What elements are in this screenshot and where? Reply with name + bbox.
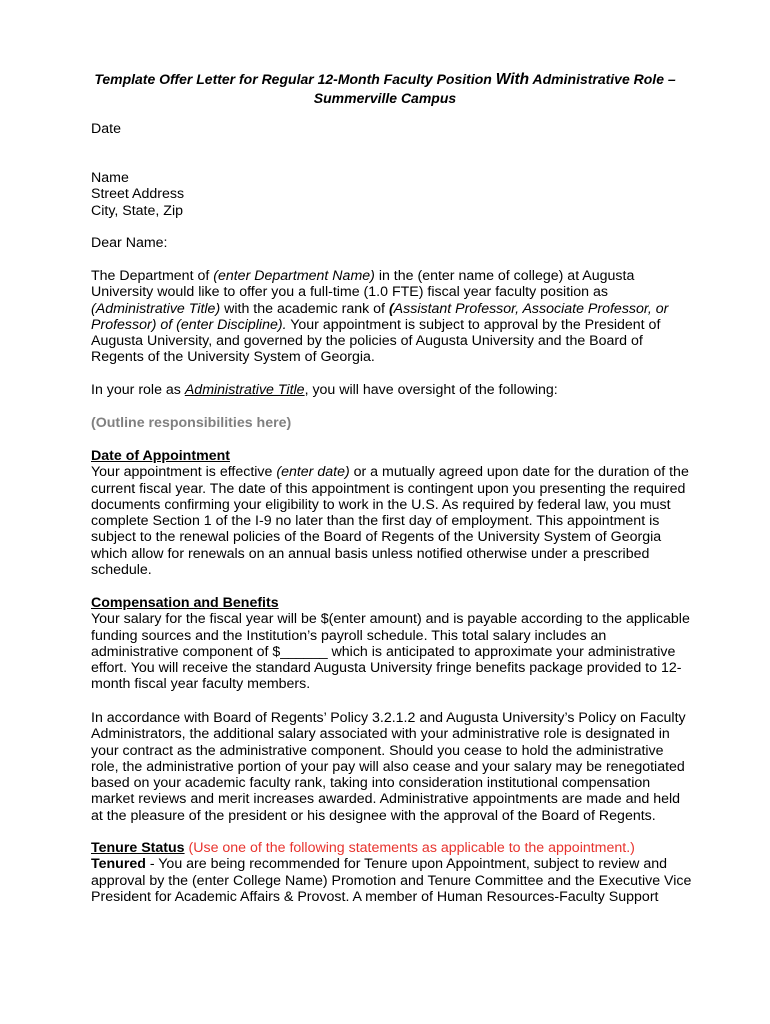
compensation-section <box>91 595 691 693</box>
role-paragraph <box>91 382 691 398</box>
document-title <box>60 70 710 107</box>
text: The Department of <box>91 268 214 284</box>
text: Your appointment is effective <box>91 464 277 481</box>
recipient-address <box>91 170 691 219</box>
tenure-line <box>91 856 691 872</box>
discipline-placeholder: Professor) of (enter Discipline). <box>91 316 287 333</box>
salutation-text: Dear Name: <box>91 235 168 251</box>
text: Your appointment is subject to approval by the President of <box>286 316 661 333</box>
appointment-section <box>91 448 691 578</box>
address-street: Street Address <box>91 186 185 203</box>
appointment-line <box>91 464 691 480</box>
intro-line <box>91 301 691 317</box>
department-placeholder: (enter Department Name) <box>213 268 375 284</box>
policy-line: In accordance with Board of Regents’ Policy 3.2.1.2 and Augusta University’s Policy on Faculty <box>91 710 686 726</box>
policy-line: market reviews and merit increases awarded. Administrative appointments are made and held <box>91 791 681 808</box>
title-line-2: Summerville Campus <box>313 90 457 106</box>
title-text-b: Administrative Role – <box>529 71 676 87</box>
section-heading: Date of Appointment <box>91 448 230 464</box>
tenure-line: President for Academic Affairs & Provost. A member of Human Resources-Faculty Support <box>91 888 659 905</box>
appointment-line: which allow for renewals on an annual basis unless notified otherwise under a prescribed <box>91 545 650 562</box>
appointment-line: documents confirming your eligibility to work in the U.S. As required by federal law, you must <box>91 496 671 513</box>
tenured-label: Tenured <box>91 856 146 873</box>
role-line <box>91 382 691 398</box>
text: , you will have oversight of the following: <box>304 382 558 398</box>
compensation-line: Your salary for the fiscal year will be $(enter amount) and is payable according to the applicable <box>91 611 690 628</box>
compensation-line: administrative component of $______ which is anticipated to approximate your administrative <box>91 643 676 660</box>
policy-line: your contract as the administrative component. Should you cease to hold the administrative <box>91 742 664 759</box>
outline-placeholder <box>91 415 691 431</box>
intro-paragraph <box>91 268 691 366</box>
intro-line: University would like to offer you a full-time (1.0 FTE) fiscal year faculty position as <box>91 284 608 301</box>
section-heading: Tenure Status <box>91 840 185 856</box>
admin-title-placeholder: (Administrative Title) <box>91 300 221 317</box>
policy-line: role, the administrative portion of your pay will also cease and your salary may be renegotiated <box>91 758 685 775</box>
admin-title-placeholder: Administrative Title <box>184 382 305 398</box>
compensation-line: month fiscal year faculty members. <box>91 676 311 693</box>
intro-line: Augusta University, and governed by the policies of Augusta University and the Board of <box>91 333 643 350</box>
date-placeholder: (enter date) <box>276 464 350 481</box>
tenure-heading-line <box>91 840 691 856</box>
text: or a mutually agreed upon date for the duration of the <box>349 464 689 481</box>
rank-placeholder: Assistant Professor, Associate Professor, or <box>393 300 669 317</box>
section-heading: Compensation and Benefits <box>91 595 279 611</box>
policy-paragraph <box>91 710 691 824</box>
tenure-line: approval by the (enter College Name) Promotion and Tenure Committee and the Executive Vice <box>91 872 692 889</box>
policy-line: based on your academic faculty rank, taking into consideration institutional compensation <box>91 775 651 792</box>
address-city: City, State, Zip <box>91 202 183 219</box>
compensation-line: effort. You will receive the standard Augusta University fringe benefits package provided to 12- <box>91 660 682 677</box>
text: - You are being recommended for Tenure upon Appointment, subject to review and <box>145 856 667 873</box>
outline-text: (Outline responsibilities here) <box>91 415 292 431</box>
date-label: Date <box>91 121 121 137</box>
intro-line <box>91 268 691 284</box>
appointment-line: schedule. <box>91 562 152 579</box>
text: with the academic rank of <box>220 300 389 317</box>
appointment-line: complete Section 1 of the I-9 no later than the first day of employment. This appointment is <box>91 513 660 530</box>
date-field <box>91 121 691 137</box>
title-text-with: With <box>495 71 530 88</box>
text: in the (enter name of college) at Augusta <box>374 268 635 284</box>
intro-line: Regents of the University System of Georgia. <box>91 349 375 366</box>
title-text-a: Template Offer Letter for Regular 12-Month Faculty Position <box>94 71 496 87</box>
policy-line: at the pleasure of the president or his designee with the approval of the Board of Regents. <box>91 807 656 824</box>
salutation <box>91 235 691 251</box>
tenure-section <box>91 840 691 905</box>
intro-line <box>91 317 691 333</box>
compensation-line: funding sources and the Institution’s payroll schedule. This total salary includes an <box>91 627 607 644</box>
rank-open-paren: ( <box>388 300 394 317</box>
instruction-note: (Use one of the following statements as applicable to the appointment.) <box>184 840 635 856</box>
address-name: Name <box>91 170 129 186</box>
policy-line: Administrators, the additional salary associated with your administrative role is designated in <box>91 726 670 743</box>
appointment-line: subject to the renewal policies of the Board of Regents of the University System of Georgia <box>91 529 662 546</box>
text: In your role as <box>91 382 185 398</box>
appointment-line: current fiscal year. The date of this appointment is contingent upon you presenting the required <box>91 480 686 497</box>
title-line-1 <box>60 70 710 89</box>
